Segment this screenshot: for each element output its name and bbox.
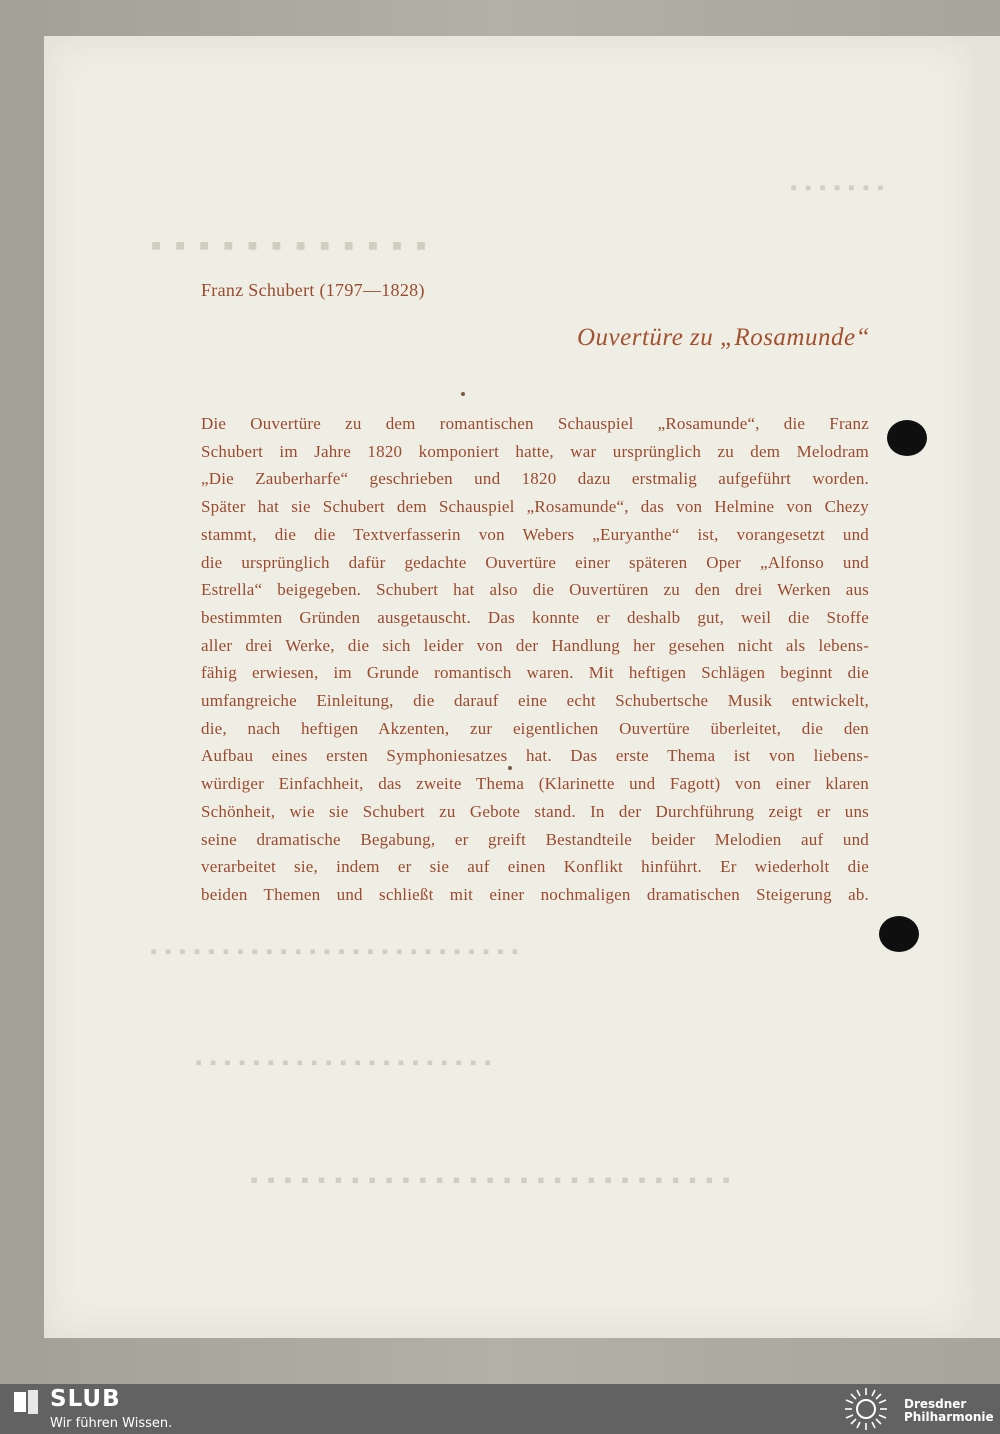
- text-line: die, nach heftigen Akzenten, zur eigentlichen Ouvertüre überleitet, die den: [201, 718, 869, 738]
- piece-title: Ouvertüre zu „Rosamunde“: [576, 324, 870, 351]
- text-line: aller drei Werke, die sich leider von der Handlung her gesehen nicht als lebens-: [201, 635, 869, 655]
- text-line: Die Ouvertüre zu dem romantischen Schauspiel „Rosamunde“, die Franz: [201, 414, 869, 433]
- slub-logo-icon[interactable]: [12, 1388, 40, 1416]
- text-line: würdiger Einfachheit, das zweite Thema (Klarinette und Fagott) von einer klaren: [201, 774, 869, 794]
- show-through-text: ▪ ▪ ▪ ▪ ▪ ▪ ▪: [790, 180, 884, 194]
- text-line: Aufbau eines ersten Symphoniesatzes hat. Das erste Thema ist von liebens-: [201, 746, 869, 766]
- slub-name[interactable]: SLUB: [50, 1386, 121, 1412]
- punch-hole: [887, 420, 927, 456]
- composer-heading: Franz Schubert (1797—1828): [201, 280, 425, 300]
- program-note-body: [201, 410, 869, 909]
- text-line: die ursprünglich dafür gedachte Ouvertüre einer späteren Oper „Alfonso und: [201, 552, 869, 572]
- show-through-text: ▪ ▪ ▪ ▪ ▪ ▪ ▪ ▪ ▪ ▪ ▪ ▪ ▪ ▪ ▪ ▪ ▪ ▪ ▪ ▪ ▪ ▪ ▪ ▪ ▪ ▪ ▪ ▪ ▪: [250, 1172, 731, 1188]
- ink-speck: [461, 392, 465, 396]
- partner-name-line2: Philharmonie: [904, 1410, 994, 1424]
- text-line: Schubert im Jahre 1820 komponiert hatte, war ursprünglich zu dem Melodram: [201, 441, 869, 461]
- punch-hole: [879, 916, 919, 952]
- text-line: beiden Themen und schließt mit einer nochmaligen dramatischen Steigerung ab.: [201, 884, 869, 904]
- text-line: „Die Zauberharfe“ geschrieben und 1820 dazu erstmalig aufgeführt worden.: [201, 469, 869, 489]
- dresdner-philharmonie-logo-icon[interactable]: [842, 1386, 890, 1432]
- text-line: seine dramatische Begabung, er greift Bestandteile beider Melodien auf und: [201, 829, 869, 849]
- text-line: stammt, die die Textverfasserin von Webers „Euryanthe“ ist, vorangesetzt und: [201, 524, 869, 544]
- slub-tagline: Wir führen Wissen.: [50, 1416, 173, 1431]
- show-through-text: ▪ ▪ ▪ ▪ ▪ ▪ ▪ ▪ ▪ ▪ ▪ ▪: [150, 232, 427, 256]
- next-page-edge: [975, 36, 1000, 1338]
- partner-name[interactable]: [904, 1398, 994, 1424]
- partner-name-line1: Dresdner: [904, 1397, 967, 1411]
- text-line: umfangreiche Einleitung, die darauf eine echt Schubertsche Musik entwickelt,: [201, 691, 869, 711]
- show-through-text: ▪ ▪ ▪ ▪ ▪ ▪ ▪ ▪ ▪ ▪ ▪ ▪ ▪ ▪ ▪ ▪ ▪ ▪ ▪ ▪ ▪ ▪ ▪ ▪ ▪ ▪: [150, 944, 519, 958]
- show-through-text: ▪ ▪ ▪ ▪ ▪ ▪ ▪ ▪ ▪ ▪ ▪ ▪ ▪ ▪ ▪ ▪ ▪ ▪ ▪ ▪ ▪: [195, 1055, 492, 1069]
- text-line: fähig erwiesen, im Grunde romantisch waren. Mit heftigen Schlägen beginnt die: [201, 663, 869, 683]
- text-line: verarbeitet sie, indem er sie auf einen Konflikt hinführt. Er wiederholt die: [201, 857, 869, 877]
- text-line: Estrella“ beigegeben. Schubert hat also die Ouvertüren zu den drei Werken aus: [201, 580, 869, 600]
- text-line: Später hat sie Schubert dem Schauspiel „Rosamunde“, das von Helmine von Chezy: [201, 497, 869, 517]
- text-line: bestimmten Gründen ausgetauscht. Das konnte er deshalb gut, weil die Stoffe: [201, 607, 869, 627]
- text-line: Schönheit, wie sie Schubert zu Gebote stand. In der Durchführung zeigt er uns: [201, 801, 869, 821]
